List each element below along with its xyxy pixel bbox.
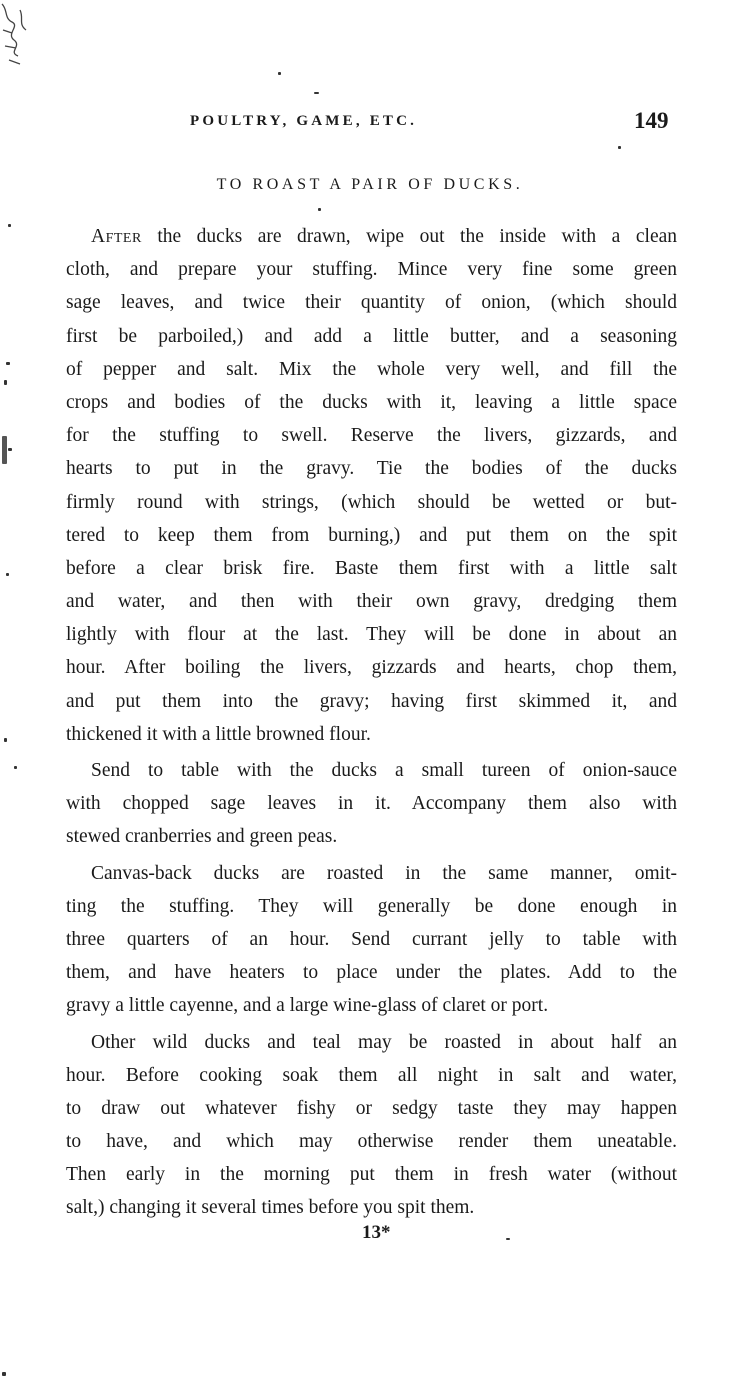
text-line: lightly with flour at the last. They will be done in about an	[66, 624, 677, 646]
text-line: to draw out whatever fishy or sedgy taste they may happen	[66, 1097, 677, 1119]
scan-speck	[506, 1238, 510, 1240]
running-title: POULTRY, GAME, ETC.	[190, 113, 418, 129]
recipe-paragraph	[66, 1026, 677, 1225]
signature-mark: 13*	[362, 1222, 391, 1243]
recipe-paragraph	[66, 754, 677, 854]
text-line: them, and have heaters to place under the plates. Add to the	[66, 962, 677, 984]
margin-scrawl	[0, 0, 34, 72]
text-line: sage leaves, and twice their quantity of onion, (which should	[66, 292, 677, 314]
text-line: Canvas-back ducks are roasted in the same manner, omit-	[91, 862, 677, 884]
lead-word: After	[91, 226, 142, 247]
text-line: gravy a little cayenne, and a large wine-glass of claret or port.	[66, 995, 549, 1017]
recipe-paragraph	[66, 220, 677, 751]
text-line: Then early in the morning put them in fresh water (without	[66, 1164, 677, 1186]
scan-speck	[318, 208, 321, 211]
text-line: salt,) changing it several times before you spit them.	[66, 1197, 475, 1219]
text-line: of pepper and salt. Mix the whole very well, and fill the	[66, 358, 677, 380]
text-line: tered to keep them from burning,) and put them on the spit	[66, 524, 677, 546]
margin-speck	[2, 1372, 6, 1376]
text-line: ting the stuffing. They will generally be done enough in	[66, 895, 677, 917]
scan-speck	[314, 92, 319, 94]
line-text: the ducks are drawn, wipe out the inside with a clean	[141, 226, 677, 247]
recipe-body	[66, 220, 677, 1225]
text-line: and water, and then with their own gravy, dredging them	[66, 591, 677, 613]
text-line: to have, and which may otherwise render them uneatable.	[66, 1131, 677, 1153]
text-line: firmly round with strings, (which should be wetted or but-	[66, 491, 677, 513]
text-line: hearts to put in the gravy. Tie the bodies of the ducks	[66, 458, 677, 480]
text-line: for the stuffing to swell. Reserve the livers, gizzards, and	[66, 425, 677, 447]
text-line: with chopped sage leaves in it. Accompany them also with	[66, 793, 677, 815]
scan-speck	[618, 146, 621, 149]
recipe-title: TO ROAST A PAIR OF DUCKS.	[216, 176, 524, 193]
text-line: and put them into the gravy; having first skimmed it, and	[66, 690, 677, 712]
text-line: Send to table with the ducks a small tureen of onion-sauce	[91, 760, 677, 781]
recipe-paragraph	[66, 857, 677, 1023]
margin-speck	[4, 380, 7, 385]
text-line	[66, 220, 677, 253]
margin-speck	[6, 573, 9, 576]
margin-speck	[6, 362, 10, 365]
text-line: Other wild ducks and teal may be roasted in about half an	[91, 1031, 677, 1053]
running-header	[0, 108, 750, 138]
page-number: 149	[634, 108, 669, 133]
margin-speck	[8, 224, 11, 227]
text-line: stewed cranberries and green peas.	[66, 826, 338, 848]
margin-speck	[14, 766, 17, 769]
margin-speck	[8, 448, 12, 451]
scan-speck	[278, 72, 281, 75]
text-line: hour. Before cooking soak them all night in salt and water,	[66, 1064, 677, 1086]
text-line: hour. After boiling the livers, gizzards and hearts, chop them,	[66, 657, 677, 679]
text-line: crops and bodies of the ducks with it, leaving a little space	[66, 391, 677, 413]
text-line: thickened it with a little browned flour.	[66, 723, 371, 745]
margin-speck	[2, 436, 7, 464]
text-line: cloth, and prepare your stuffing. Mince very fine some green	[66, 259, 677, 281]
text-line: before a clear brisk fire. Baste them first with a little salt	[66, 557, 677, 579]
margin-speck	[4, 738, 7, 742]
text-line: first be parboiled,) and add a little butter, and a seasoning	[66, 325, 677, 347]
text-line: three quarters of an hour. Send currant jelly to table with	[66, 928, 677, 950]
